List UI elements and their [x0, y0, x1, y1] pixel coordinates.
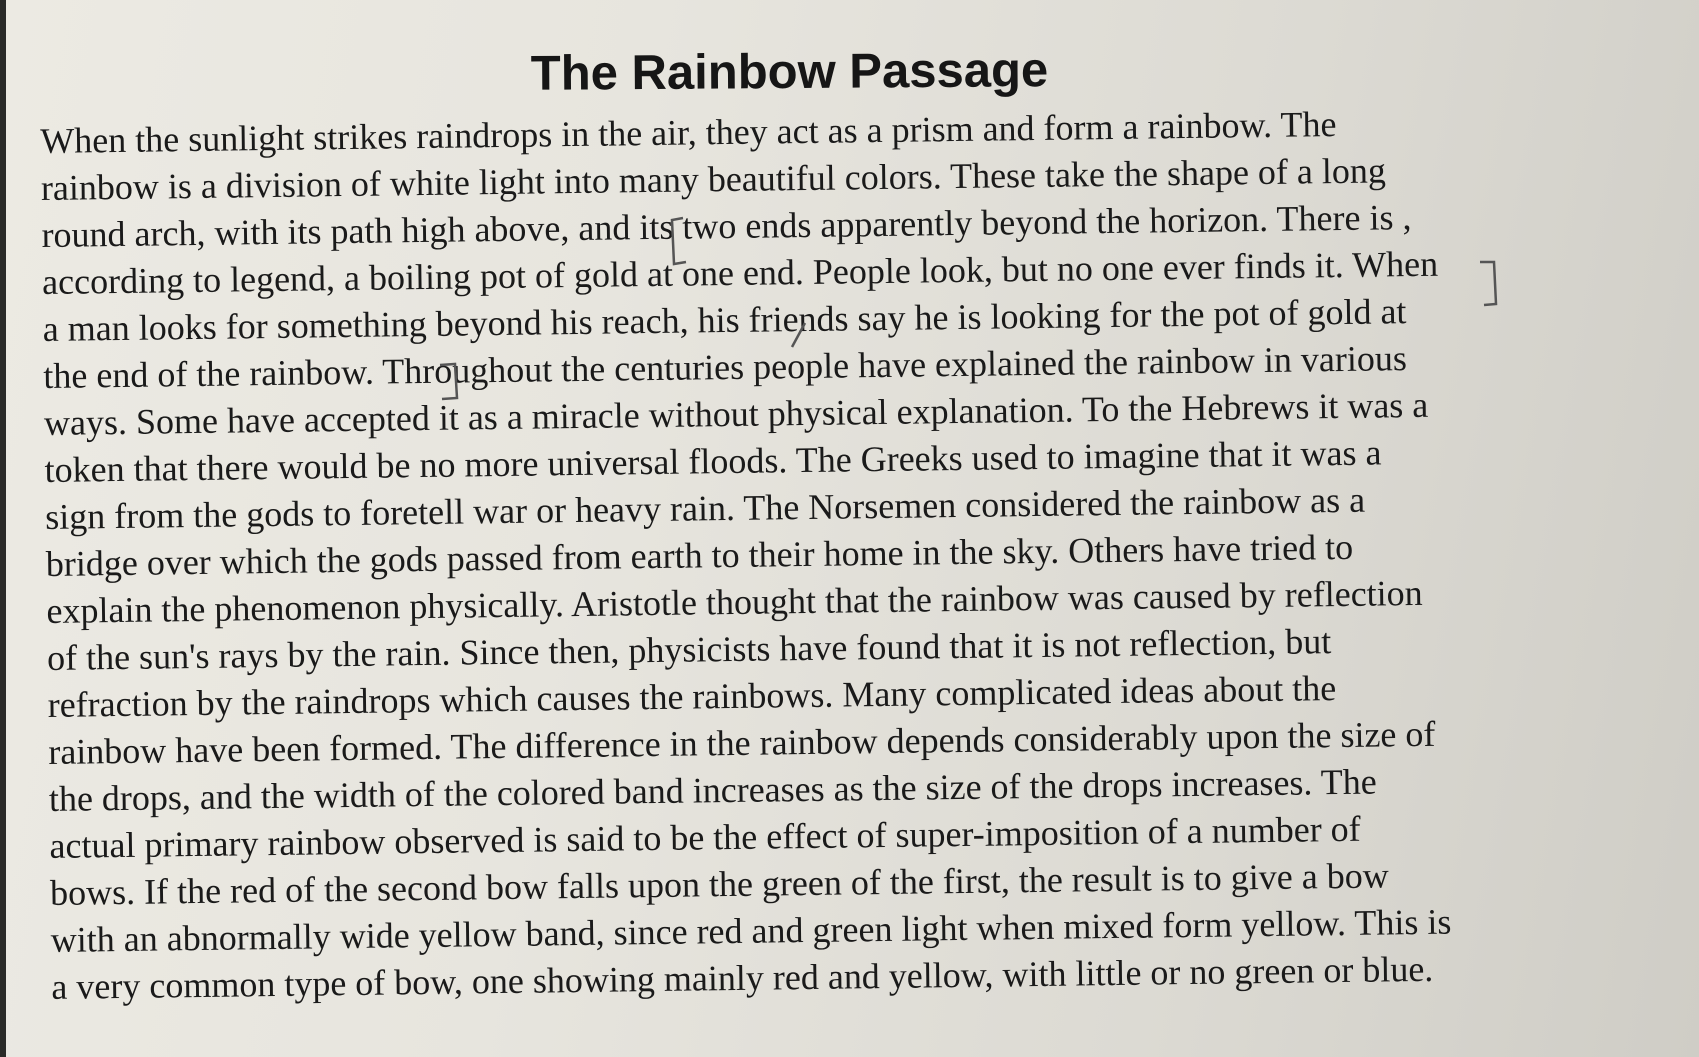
- passage-line: explain the phenomenon physically. Aristotle thought that the rainbow was caused by reflection: [46, 572, 1423, 631]
- passage-line: sign from the gods to foretell war or heavy rain. The Norsemen considered the rainbow as a: [44, 479, 1366, 537]
- passage-line: bows. If the red of the second bow falls upon the green of the first, the result is to give a bow: [49, 855, 1389, 913]
- bracket-mark: [1480, 262, 1496, 305]
- passage-line: bridge over which the gods passed from earth to their home in the sky. Others have tried to: [45, 526, 1354, 584]
- passage-line: according to legend, a boiling pot of gold at one end. People look, but no one ever finds it. When: [41, 243, 1439, 302]
- passage-line: When the sunlight strikes raindrops in the air, they act as a prism and form a rainbow. The: [40, 104, 1337, 161]
- passage-line: of the sun's rays by the rain. Since then, physicists have found that it is not reflection, but: [46, 621, 1332, 678]
- passage-line: ways. Some have accepted it as a miracle without physical explanation. To the Hebrews it was a: [43, 384, 1429, 443]
- passage-line: refraction by the raindrops which causes the rainbows. Many complicated ideas about the: [47, 668, 1337, 725]
- passage-line: rainbow is a division of white light into many beautiful colors. These take the shape of a long: [40, 150, 1387, 208]
- passage-line: rainbow have been formed. The difference in the rainbow depends considerably upon the size of: [48, 713, 1436, 772]
- bracket-mark: [672, 218, 686, 264]
- bracket-mark: [440, 364, 457, 399]
- slash-mark: [792, 323, 805, 347]
- passage-line: token that there would be no more universal floods. The Greeks used to imagine that it was a: [44, 432, 1382, 490]
- passage-line: a very common type of bow, one showing mainly red and yellow, with little or no green or blue.: [51, 948, 1434, 1007]
- passage-line: the end of the rainbow. Throughout the centuries people have explained the rainbow in various: [43, 338, 1408, 396]
- passage-line: the drops, and the width of the colored band increases as the size of the drops increases. The: [48, 761, 1377, 819]
- passage-line: round arch, with its path high above, and its two ends apparently beyond the horizon. There is ,: [41, 197, 1412, 255]
- document-title: The Rainbow Passage: [530, 43, 1049, 101]
- passage-line: actual primary rainbow observed is said to be the effect of super-imposition of a number of: [49, 808, 1361, 866]
- passage-line: a man looks for something beyond his reach, his friends say he is looking for the pot of gold at: [42, 291, 1407, 349]
- passage-line: with an abnormally wide yellow band, since red and green light when mixed form yellow. This is: [50, 901, 1452, 960]
